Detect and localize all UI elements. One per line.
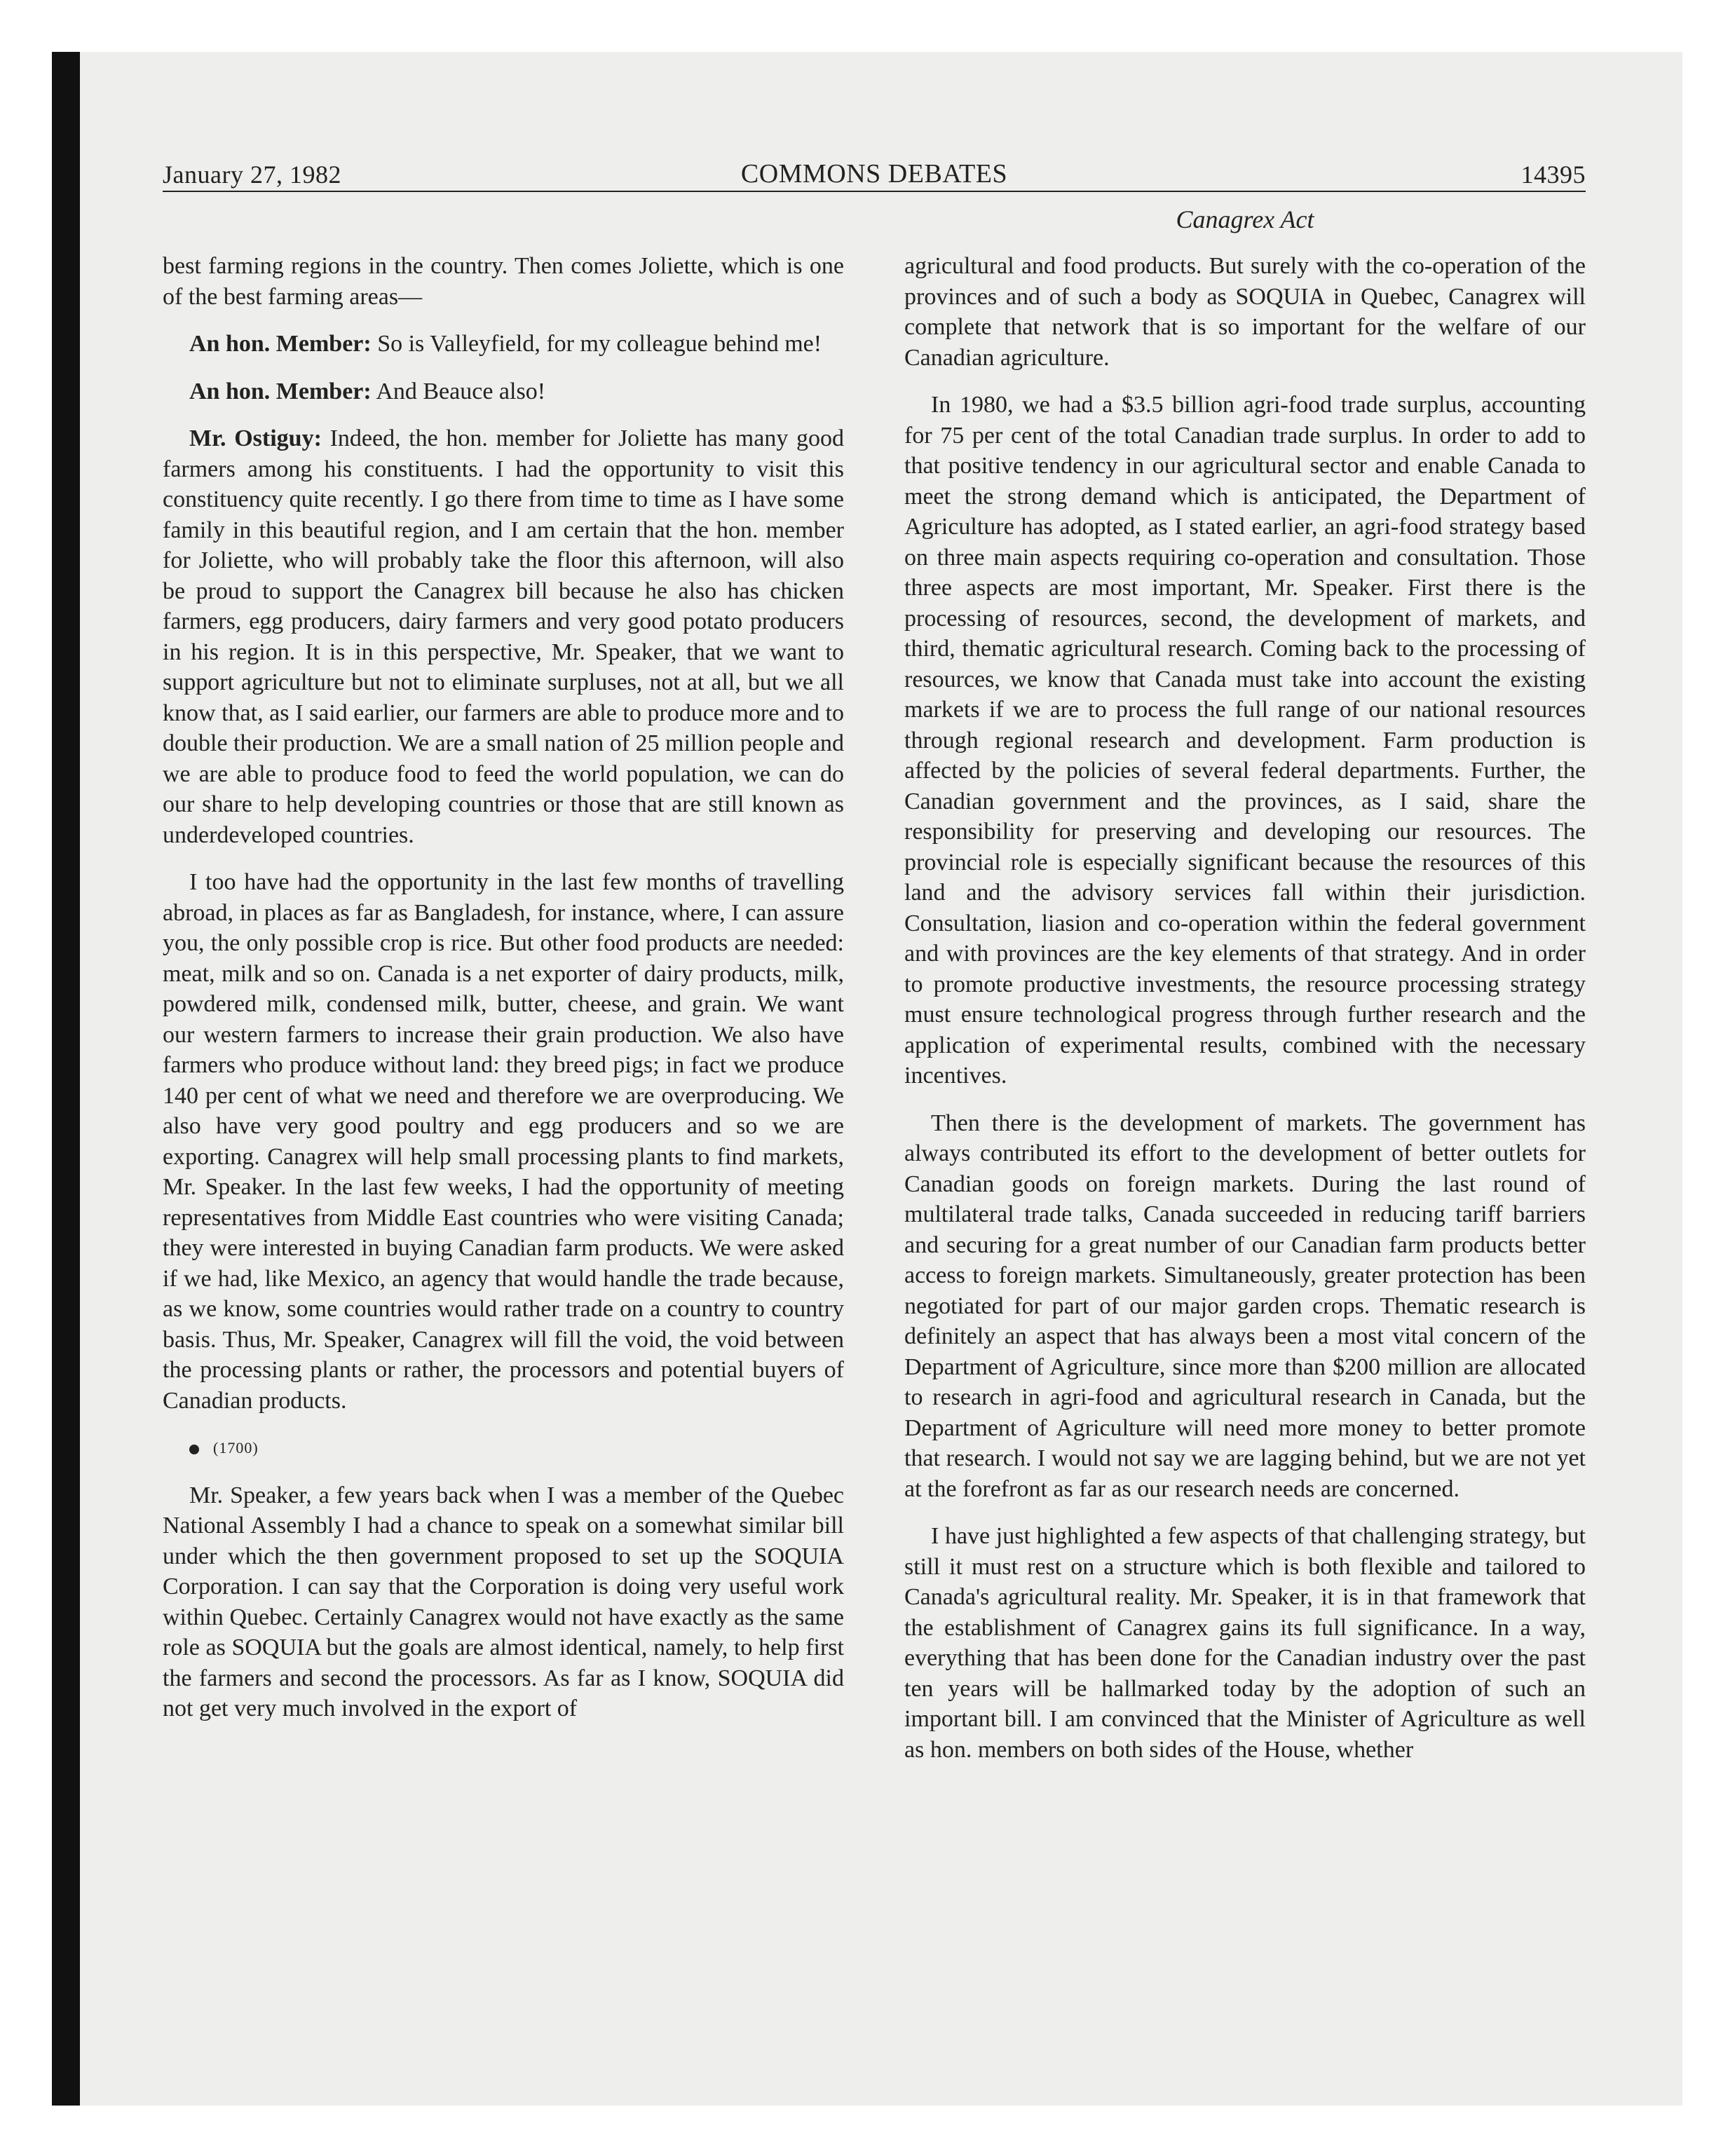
paragraph: I too have had the opportunity in the last few months of travelling abroad, in places as far as Bangladesh, for instance, where, I can assure you, the only possible crop is rice. But other food products are needed: meat, milk and so on. Canada is a net exporter of dairy products, milk, powdered milk, condensed milk, butter, cheese, and grain. We want our western farmers to increase their grain production. We also have farmers who produce without land: they breed pigs; in fact we produce 140 per cent of what we need and therefore we are overproducing. We also have very good poultry and egg producers and so we are exporting. Canagrex will help small processing plants to find markets, Mr. Speaker. In the last few weeks, I had the opportunity of meeting representatives from Middle East countries who were visiting Canada; they were interested in buying Canadian farm products. We were asked if we had, like Mexico, an agency that would handle the trade because, as we know, some countries would rather trade on a country to country basis. Thus, Mr. Speaker, Canagrex will fill the void, the void between the processing plants or rather, the processors and potential buyers of Canadian products. [163, 869, 844, 1414]
paragraph: agricultural and food products. But surely with the co-operation of the provinces and of such a body as SOQUIA in Quebec, Canagrex will complete that network that is so important for the welfare of our Canadian agriculture. [904, 253, 1586, 371]
paragraph: Then there is the development of markets. The government has always contributed its effort to the development of better outlets for Canadian goods on foreign markets. During the last round of multilateral trade talks, Canada succeeded in reducing tariff barriers and securing for a great number of our Canadian farm products better access to foreign markets. Simultaneously, greater protection has been negotiated for part of our major garden crops. Thematic research is definitely an aspect that has always been a most vital concern of the Department of Agriculture, since more than $200 million are allocated to research in agri-food and agricultural research in Canada, but the Department of Agriculture will need more money to better promote that research. I would not say we are lagging behind, but we are not yet at the forefront as far as our research needs are concerned. [904, 1110, 1586, 1502]
timestamp-text: (1700) [213, 1439, 259, 1456]
bullet-icon [189, 1445, 199, 1454]
scan-binding-edge [52, 52, 80, 2106]
right-column [904, 251, 1586, 1782]
section-title: Canagrex Act [1176, 205, 1314, 233]
paragraph [163, 329, 844, 360]
paragraph: best farming regions in the country. Then comes Joliette, which is one of the best farming areas— [163, 253, 844, 310]
paragraph [163, 376, 844, 407]
paragraph: In 1980, we had a $3.5 billion agri-food trade surplus, accounting for 75 per cent of the total Canadian trade surplus. In order to add to that positive tendency in our agricultural sector and enable Canada to meet the strong demand which is anticipated, the Department of Agriculture has adopted, as I stated earlier, an agri-food strategy based on three main aspects requiring co-operation and consultation. Those three aspects are most important, Mr. Speaker. First there is the processing of resources, second, the development of markets, and third, thematic agricultural research. Coming back to the processing of resources, we know that Canada must take into account the existing markets if we are to process the full range of our national resources through regional research and development. Farm production is affected by the policies of several federal departments. Further, the Canadian government and the provinces, as I said, share the responsibility for preserving and developing our resources. The provincial role is especially significant because the resources of this land and the advisory services fall within their jurisdiction. Consultation, liasion and co-operation within the federal government and with provinces are the key elements of that strategy. And in order to promote productive investments, the resource processing strategy must ensure technological progress through further research and the application of experimental results, combined with the necessary incentives. [904, 392, 1586, 1089]
running-header [163, 156, 1586, 191]
paragraph: Mr. Speaker, a few years back when I was a member of the Quebec National Assembly I had a chance to speak on a somewhat similar bill under which the then government proposed to set up the SOQUIA Corporation. I can say that the Corporation is doing very useful work within Quebec. Certainly Canagrex would not have exactly as the same role as SOQUIA but the goals are almost identical, namely, to help first the farmers and second the processors. As far as I know, SOQUIA did not get very much involved in the export of [163, 1482, 844, 1721]
speaker-name: An hon. Member: [189, 331, 372, 357]
page-number: 14395 [1520, 161, 1586, 189]
header-rule [163, 191, 1586, 192]
left-column [163, 251, 844, 1741]
header-publication: COMMONS DEBATES [740, 159, 1008, 189]
speech-text: Indeed, the hon. member for Joliette has many good farmers among his constituents. I had the opportunity to visit this constituency quite recently. I go there from time to time as I have some family in this beautiful region, and I am certain that the hon. member for Joliette, who will probably take the floor this afternoon, will also be proud to support the Canagrex bill because he also has chicken farmers, egg producers, dairy farmers and very good potato producers in his region. It is in this perspective, Mr. Speaker, that we want to support agriculture but not to eliminate surpluses, not at all, but we all know that, as I said earlier, our farmers are able to produce more and to double their production. We are a small nation of 25 million people and we are able to produce food to feed the world population, we can do our share to help developing countries or those that are still known as underdeveloped countries. [163, 425, 845, 848]
paragraph [163, 423, 844, 850]
speaker-name: Mr. Ostiguy: [189, 425, 322, 451]
paragraph: I have just highlighted a few aspects of that challenging strategy, but still it must rest on a structure which is both flexible and tailored to Canada's agricultural reality. Mr. Speaker, it is in that framework that the establishment of Canagrex gains its full significance. In a way, everything that has been done for the Canadian industry over the past ten years will be hallmarked today by the adoption of such an important bill. I am convinced that the Minister of Agriculture as well as hon. members on both sides of the House, whether [904, 1523, 1586, 1763]
speaker-name: An hon. Member: [189, 378, 372, 404]
speech-text: And Beauce also! [371, 378, 546, 404]
header-date: January 27, 1982 [163, 161, 341, 189]
speech-text: So is Valleyfield, for my colleague behind me! [371, 331, 822, 357]
timestamp [163, 1433, 844, 1464]
